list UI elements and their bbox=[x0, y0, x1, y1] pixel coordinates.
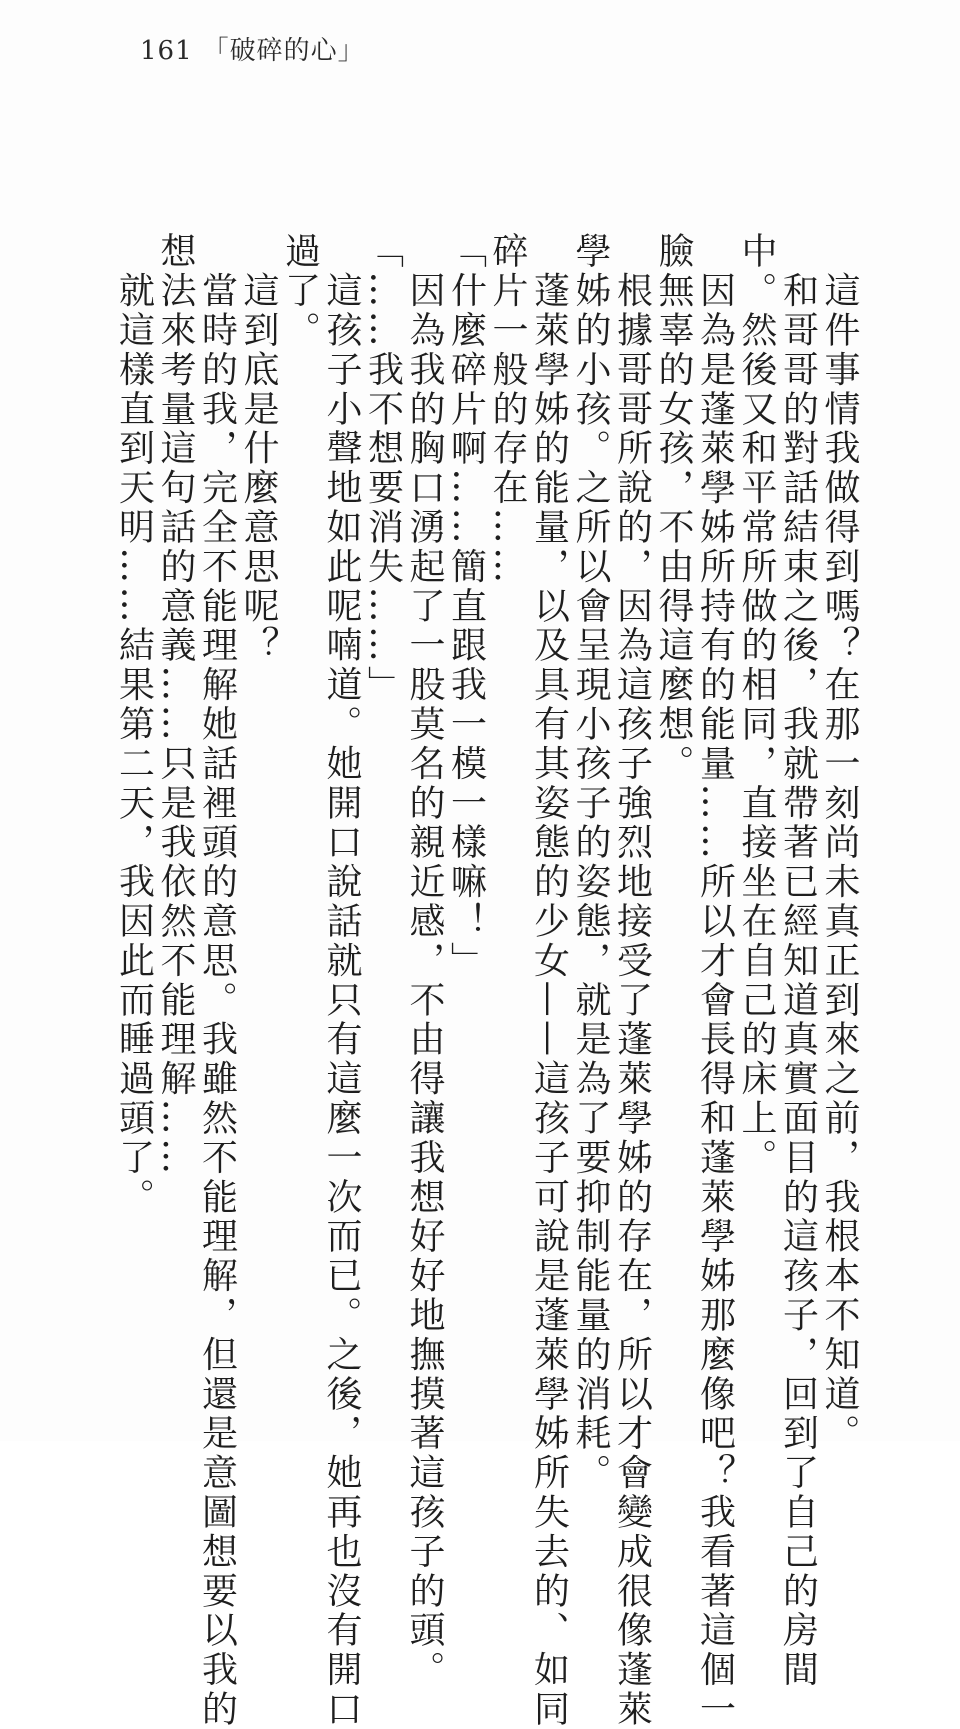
text-line: 中。然後又和平常所做的相同，直接坐在自己的床上。 bbox=[736, 232, 777, 1178]
text-line: 過了。 bbox=[279, 232, 321, 351]
text-line: 和哥哥的對話結束之後，我就帶著已經知道真實面目的這孩子，回到了自己的房間 bbox=[777, 232, 819, 1690]
running-header bbox=[140, 30, 365, 67]
page-number: 161 bbox=[140, 36, 193, 66]
text-line: 學姊的小孩。之所以會呈現小孩子的姿態，就是為了要抑制能量的消耗。 bbox=[570, 232, 611, 1493]
text-line: 碎片一般的存在…… bbox=[487, 232, 528, 587]
text-line: 「……我不想要消失……」 bbox=[362, 232, 404, 705]
text-line: 因為是蓬萊學姊所持有的能量……所以才會長得和蓬萊學姊那麼像吧？我看著這個一 bbox=[694, 232, 736, 1729]
text-line: 這件事情我做得到嗎？在那一刻尚未真正到來之前，我根本不知道。 bbox=[819, 232, 860, 1454]
chapter-title: 「破碎的心」 bbox=[202, 36, 365, 66]
text-line: 想法來考量這句話的意義……只是我依然不能理解…… bbox=[155, 232, 196, 1178]
text-line: 根據哥哥所說的，因為這孩子強烈地接受了蓬萊學姊的存在，所以才會變成很像蓬萊 bbox=[611, 232, 653, 1729]
text-line: 蓬萊學姊的能量，以及具有其姿態的少女——這孩子可說是蓬萊學姊所失去的、如同 bbox=[528, 232, 570, 1729]
body-text bbox=[113, 232, 860, 1729]
text-line: 因為我的胸口湧起了一股莫名的親近感，不由得讓我想好好地撫摸著這孩子的頭。 bbox=[404, 232, 445, 1690]
text-line: 這到底是什麼意思呢？ bbox=[238, 232, 279, 666]
text-line: 「什麼碎片啊……簡直跟我一模一樣嘛！」 bbox=[445, 232, 487, 981]
text-line: 當時的我，完全不能理解她話裡頭的意思。我雖然不能理解，但還是意圖想要以我的 bbox=[196, 232, 238, 1729]
text-line: 臉無辜的女孩，不由得這麼想。 bbox=[653, 232, 694, 784]
text-line: 就這樣直到天明……結果第二天，我因此而睡過頭了。 bbox=[113, 232, 155, 1217]
text-line: 這孩子小聲地如此呢喃道。她開口說話就只有這麼一次而已。之後，她再也沒有開口 bbox=[321, 232, 362, 1729]
